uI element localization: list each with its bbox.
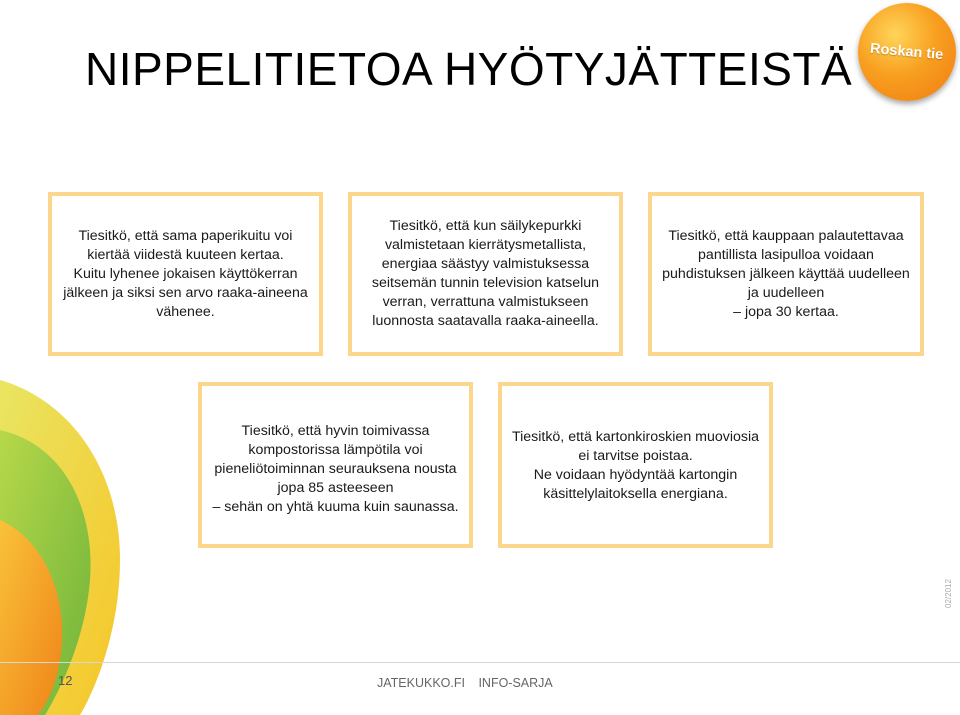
date-label: 02/2012 [944, 579, 953, 608]
fact-card-compost [198, 382, 473, 548]
fact-text: Tiesitkö, että hyvin toimivassa kompostorissa lämpötila voi pieneliötoiminnan seurauksena nousta jopa 85 asteeseen – sehän on yhtä kuuma kuin saunassa. [212, 423, 459, 515]
slide-title: NIPPELITIETOA HYÖTYJÄTTEISTÄ [85, 43, 853, 95]
fact-card-paper [48, 192, 323, 356]
fact-card-cans [348, 192, 623, 356]
fact-card-cardboard [498, 382, 773, 548]
footer-label: JATEKUKKO.FI INFO-SARJA [377, 676, 553, 690]
badge-label: Roskan tie [869, 40, 945, 64]
roskan-tie-badge [858, 3, 956, 101]
fact-text: Tiesitkö, että kartonkiroskien muoviosia ei tarvitse poistaa. Ne voidaan hyödyntää kartongin käsittelylaitoksella energiana. [511, 429, 760, 502]
fact-text: Tiesitkö, että kauppaan palautettavaa pantillista lasipulloa voidaan puhdistuksen jälkeen käyttää uudelleen ja uudelleen – jopa 30 kertaa. [662, 227, 910, 320]
footer-divider [0, 662, 960, 663]
fact-text: Tiesitkö, että sama paperikuitu voi kiertää viidestä kuuteen kertaa. Kuitu lyhenee jokaisen käyttökerran jälkeen ja siksi sen arvo raaka-aineena vähenee. [63, 227, 308, 320]
page-number: 12 [58, 673, 73, 688]
fact-card-glass [648, 192, 924, 356]
fact-text: Tiesitkö, että kun säilykepurkki valmistetaan kierrätysmetallista, energiaa säästyy valmistuksessa seitsemän tunnin television katselun verran, verrattuna valmistukseen luonnosta saatavalla raaka-aineella. [371, 218, 600, 329]
